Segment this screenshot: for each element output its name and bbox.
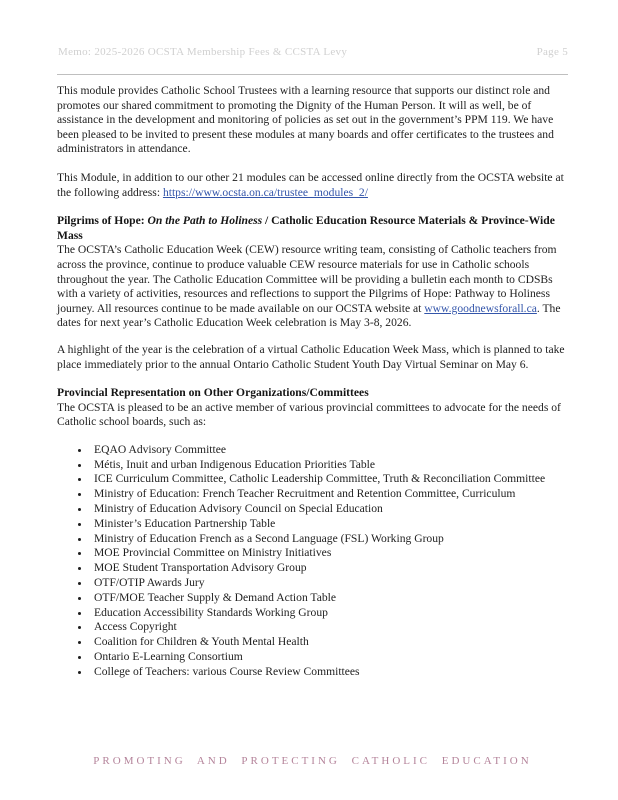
trustee-modules-link[interactable]: https://www.ocsta.on.ca/trustee_modules_2/ (162, 185, 368, 199)
list-item: • ICE Curriculum Committee, Catholic Leadership Committee, Truth & Reconciliation Committee (91, 472, 566, 487)
paragraph-cew-text-after: . The dates for next year’s Catholic Education Week celebration is May 3-8, 2026. (57, 301, 561, 330)
section-heading-provincial: Provincial Representation on Other Organizations/Committees (57, 386, 369, 400)
list-item: • OTF/MOE Teacher Supply & Demand Action Table (91, 591, 566, 606)
committees-list (57, 443, 566, 680)
document-body (57, 84, 566, 680)
list-item: • Ministry of Education French as a Second Language (FSL) Working Group (91, 532, 566, 547)
list-item: • Access Copyright (91, 620, 566, 635)
page-header (58, 46, 568, 58)
paragraph-virtual-mass: A highlight of the year is the celebration of a virtual Catholic Education Week Mass, which is planned to take place immediately prior to the annual Ontario Catholic Student Youth Day Virtual Seminar on May 6. (57, 342, 565, 371)
footer-motto: PROMOTING AND PROTECTING CATHOLIC EDUCATION (93, 755, 532, 767)
paragraph-module-access (57, 171, 566, 200)
paragraph-cew-resources (57, 243, 566, 331)
list-item: • Minister’s Education Partnership Table (91, 517, 566, 532)
paragraph-module-access-text: This Module, in addition to our other 21 modules can be accessed online directly from the OCSTA website at the following address: (57, 170, 564, 199)
list-item: • College of Teachers: various Course Review Committees (91, 665, 566, 680)
list-item: • MOE Provincial Committee on Ministry Initiatives (91, 546, 566, 561)
page-header-title: Memo: 2025-2026 OCSTA Membership Fees & CCSTA Levy (58, 46, 348, 58)
paragraph-committees-intro: The OCSTA is pleased to be an active member of various provincial committees to advocate for the needs of Catholic school boards, such as: (57, 400, 561, 429)
heading-italic-title: On the Path to Holiness (147, 214, 263, 228)
list-item: • Ontario E-Learning Consortium (91, 650, 566, 665)
list-item: • OTF/OTIP Awards Jury (91, 576, 566, 591)
goodnews-link[interactable]: www.goodnewsforall.ca (424, 301, 537, 315)
heading-prefix: Pilgrims of Hope: (57, 214, 148, 228)
list-item: • EQAO Advisory Committee (91, 443, 566, 458)
list-item: • Coalition for Children & Youth Mental Health (91, 635, 566, 650)
list-item: • Métis, Inuit and urban Indigenous Education Priorities Table (91, 458, 566, 473)
list-item: • Ministry of Education: French Teacher Recruitment and Retention Committee, Curriculum (91, 487, 566, 502)
section-heading-pilgrims (57, 214, 566, 243)
page-number: Page 5 (536, 46, 568, 58)
list-item: • Education Accessibility Standards Working Group (91, 606, 566, 621)
header-divider (57, 74, 568, 75)
list-item: • Ministry of Education Advisory Council on Special Education (91, 502, 566, 517)
heading-suffix: / Catholic Education Resource Materials & Province-Wide Mass (57, 214, 555, 242)
list-item: • MOE Student Transportation Advisory Group (91, 561, 566, 576)
paragraph-cew-text: The OCSTA’s Catholic Education Week (CEW) resource writing team, consisting of Catholic teachers from across the province, continue to produce valuable CEW resource materials for use in Catholic schools throughout the year. The Catholic Education Committee will be providing a bulletin each month to CDSBs with a variety of activities, resources and reflections to support the Pilgrims of Hope: Pathway to Holiness journey. All resources continue to be made available on our OCSTA website at (57, 243, 557, 315)
paragraph-modules-intro: This module provides Catholic School Trustees with a learning resource that supports our distinct role and promotes our shared commitment to promoting the Dignity of the Human Person. It will as well, be of assistance in the development and monitoring of policies as set out in the government’s PPM 119. We have been pleased to be invited to present these modules at many boards and offer certificates to the trustees and administrators in attendance. (57, 84, 554, 156)
